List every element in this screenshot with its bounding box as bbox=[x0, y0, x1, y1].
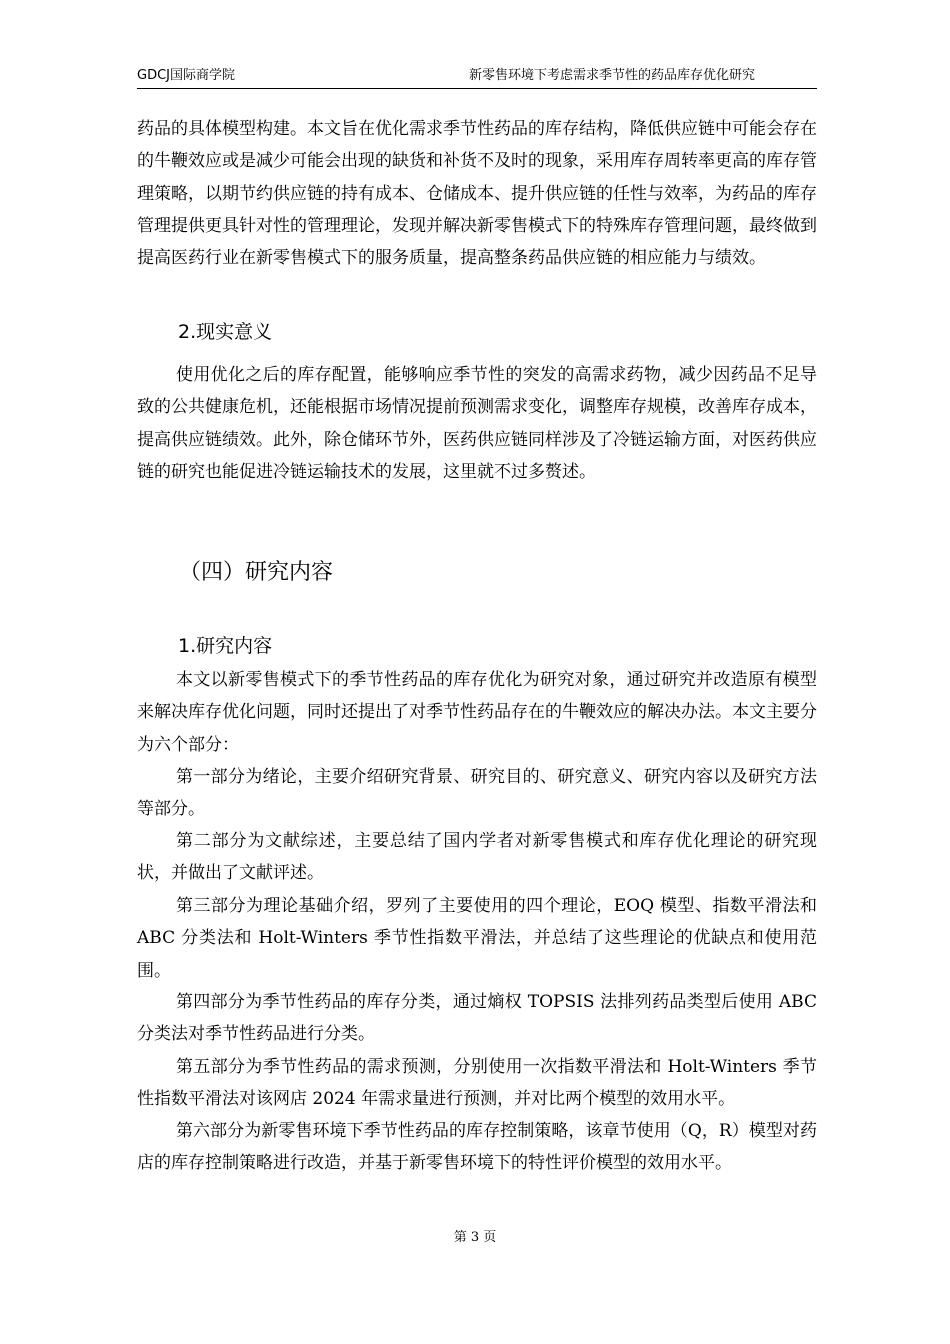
paragraph-part-five: 第五部分为季节性药品的需求预测，分别使用一次指数平滑法和 Holt-Winters 季节性指数平滑法对该网店 2024 年需求量进行预测，并对比两个模型的效用水平。 bbox=[137, 1057, 817, 1110]
paragraph-part-four: 第四部分为季节性药品的库存分类，通过熵权 TOPSIS 法排列药品类型后使用 ABC 分类法对季节性药品进行分类。 bbox=[137, 992, 817, 1045]
heading-research-content: 1.研究内容 bbox=[178, 635, 273, 657]
heading-section-research-content: （四）研究内容 bbox=[179, 560, 334, 585]
paragraph-research-content: 本文以新零售模式下的季节性药品的库存优化为研究对象，通过研究并改造原有模型来解决库存优化问题，同时还提出了对季节性药品存在的牛鞭效应的解决办法。本文主要分为六个部分： bbox=[137, 670, 817, 755]
paragraph-intro-continued: 药品的具体模型构建。本文旨在优化需求季节性药品的库存结构，降低供应链中可能会存在的牛鞭效应或是减少可能会出现的缺货和补货不及时的现象，采用库存周转率更高的库存管理策略，以期节约供应链的持有成本、仓储成本、提升供应链的任性与效率，为药品的库存管理提供更具针对性的管理理论，发现并解决新零售模式下的特殊库存管理问题，最终做到提高医药行业在新零售模式下的服务质量，提高整条药品供应链的相应能力与绩效。 bbox=[137, 119, 817, 269]
header-paper-title: 新零售环境下考虑需求季节性的药品库存优化研究 bbox=[468, 68, 755, 83]
page-number: 第 3 页 bbox=[453, 1230, 497, 1245]
page-header bbox=[137, 66, 817, 89]
paragraph-part-three: 第三部分为理论基础介绍，罗列了主要使用的四个理论，EOQ 模型、指数平滑法和 ABC 分类法和 Holt-Winters 季节性指数平滑法，并总结了这些理论的优缺点和使用范围。 bbox=[137, 896, 817, 981]
paragraph-part-two: 第二部分为文献综述，主要总结了国内学者对新零售模式和库存优化理论的研究现状，并做出了文献评述。 bbox=[137, 831, 817, 884]
paragraph-practical-significance: 使用优化之后的库存配置，能够响应季节性的突发的高需求药物，减少因药品不足导致的公共健康危机，还能根据市场情况提前预测需求变化，调整库存规模，改善库存成本，提高供应链绩效。此外，除仓储环节外，医药供应链同样涉及了冷链运输方面，对医药供应链的研究也能促进冷链运输技术的发展，这里就不过多赘述。 bbox=[137, 365, 817, 482]
heading-practical-significance: 2.现实意义 bbox=[178, 321, 273, 343]
paragraph-part-one: 第一部分为绪论，主要介绍研究背景、研究目的、研究意义、研究内容以及研究方法等部分。 bbox=[137, 767, 817, 820]
header-institution: GDCJ国际商学院 bbox=[137, 68, 235, 83]
paragraph-part-six: 第六部分为新零售环境下季节性药品的库存控制策略，该章节使用（Q，R）模型对药店的库存控制策略进行改造，并基于新零售环境下的特性评价模型的效用水平。 bbox=[137, 1121, 817, 1174]
